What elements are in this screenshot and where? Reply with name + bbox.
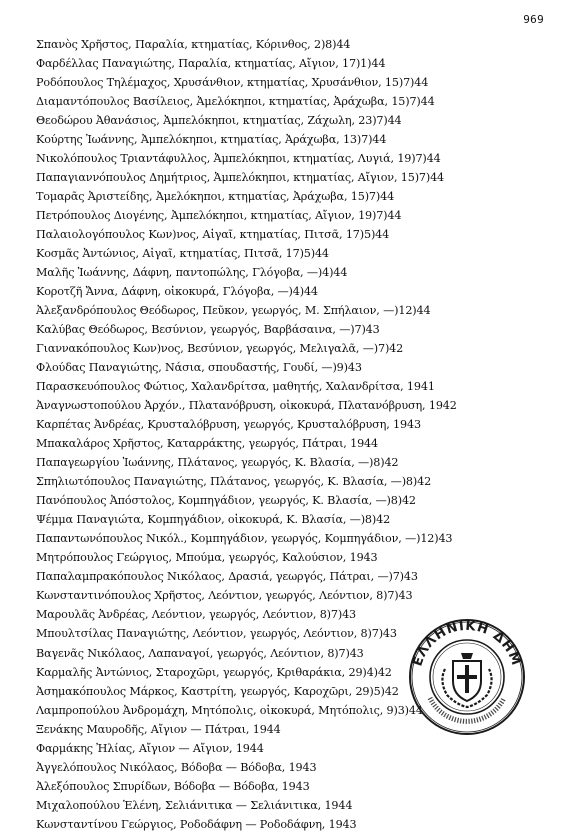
list-item: Μπουλτσίλας Παναγιώτης, Λεόντιον, γεωργός, Λεόντιον, 8)7)43 [36, 627, 397, 641]
list-item: Πετρόπουλος Διογένης, Ἀμπελόκηποι, κτηματίας, Αἴγιον, 19)7)44 [36, 209, 402, 223]
list-item: Παπαλαμπρακόπουλος Νικόλαος, Δρασιά, γεωργός, Πάτραι, —)7)43 [36, 570, 418, 584]
list-item: Κούρτης Ἰωάννης, Ἀμπελόκηποι, κτηματίας, Ἀράχωβα, 13)7)44 [36, 133, 387, 147]
list-item: Παλαιολογόπουλος Κων)νος, Αἰγαῖ, κτηματίας, Πιτσᾶ, 17)5)44 [36, 228, 390, 242]
page-number: 969 [523, 13, 544, 26]
list-item: Βαγενᾶς Νικόλαος, Λαπαναγοί, γεωργός, Λεόντιον, 8)7)43 [36, 646, 364, 660]
list-item: Μαλῆς Ἰωάννης, Δάφνη, παντοπώλης, Γλόγοβα, —)4)44 [36, 266, 348, 280]
list-item: Ξενάκης Μαυροδῆς, Αἴγιον — Πάτραι, 1944 [36, 722, 281, 736]
list-item: Καρμαλῆς Ἀντώνιος, Σταροχῶρι, γεωργός, Κριθαράκια, 29)4)42 [36, 665, 392, 679]
list-item: Νικολόπουλος Τριαντάφυλλος, Ἀμπελόκηποι, κτηματίας, Λυγιά, 19)7)44 [36, 152, 441, 166]
list-item: Κοσμᾶς Ἀντώνιος, Αἰγαῖ, κτηματίας, Πιτσᾶ, 17)5)44 [36, 247, 329, 261]
list-item: Κοροτζῆ Ἄννα, Δάφνη, οἰκοκυρά, Γλόγοβα, —)4)44 [36, 285, 318, 299]
list-item: Φλούδας Παναγιώτης, Νάσια, σπουδαστής, Γουδί, —)9)43 [36, 361, 362, 375]
list-item: Ψέμμα Παναγιώτα, Κομπηγάδιον, οἰκοκυρά, Κ. Βλασία, —)8)42 [36, 513, 391, 527]
list-item: Μητρόπουλος Γεώργιος, Μπούμα, γεωργός, Καλούσιον, 1943 [36, 551, 378, 565]
list-item: Σπανὸς Χρῆστος, Παραλία, κτηματίας, Κόρινθος, 2)8)44 [36, 38, 351, 51]
list-item: Λαμπροπούλου Ἀνδρομάχη, Μητόπολις, οἰκοκυρά, Μητόπολις, 9)3)44 [36, 703, 423, 717]
list-item: Ἀλεξόπουλος Σπυρίδων, Βόδοβα — Βόδοβα, 1943 [36, 779, 310, 793]
list-item: Μαρουλᾶς Ἀνδρέας, Λεόντιον, γεωργός, Λεόντιον, 8)7)43 [36, 608, 357, 622]
stamp-text: ΕΛΛΗΝΙΚΗ ΔΗΜ [410, 618, 524, 669]
official-stamp [408, 618, 526, 736]
list-item: Παπαντωνόπουλος Νικόλ., Κομπηγάδιον, γεωργός, Κομπηγάδιον, —)12)43 [36, 532, 453, 546]
list-item: Γιαννακόπουλος Κων)νος, Βεσύνιον, γεωργός, Μελιγαλᾶ, —)7)42 [36, 342, 404, 356]
list-item: Σπηλιωτόπουλος Παναγιώτης, Πλάτανος, γεωργός, Κ. Βλασία, —)8)42 [36, 475, 432, 489]
list-item: Πανόπουλος Ἀπόστολος, Κομπηγάδιον, γεωργός, Κ. Βλασία, —)8)42 [36, 494, 416, 508]
list-item: Μπακαλάρος Χρῆστος, Καταρράκτης, γεωργός, Πάτραι, 1944 [36, 437, 378, 451]
list-item: Ροδόπουλος Τηλέμαχος, Χρυσάνθιον, κτηματίας, Χρυσάνθιον, 15)7)44 [36, 76, 429, 90]
list-item: Καρπέτας Ἀνδρέας, Κρυσταλόβρυση, γεωργός, Κρυσταλόβρυση, 1943 [36, 418, 421, 432]
list-item: Καλύβας Θεόδωρος, Βεσύνιον, γεωργός, Βαρβάσαινα, —)7)43 [36, 323, 380, 337]
list-item: Παπαγιαννόπουλος Δημήτριος, Ἀμπελόκηποι, κτηματίας, Αἴγιον, 15)7)44 [36, 171, 445, 185]
list-item: Τομαρᾶς Ἀριστείδης, Ἀμελόκηποι, κτηματίας, Ἀράχωβα, 15)7)44 [36, 190, 395, 204]
list-item: Ἀσημακόπουλος Μάρκος, Καστρίτη, γεωργός, Καροχῶρι, 29)5)42 [36, 684, 399, 698]
list-item: Ἀναγνωστοπούλου Ἀρχόν., Πλατανόβρυση, οἰκοκυρά, Πλατανόβρυση, 1942 [36, 399, 457, 413]
list-item: Διαμαντόπουλος Βασίλειος, Ἀμελόκηποι, κτηματίας, Ἀράχωβα, 15)7)44 [36, 95, 435, 109]
list-item: Κωνσταντινόπουλος Χρῆστος, Λεόντιον, γεωργός, Λεόντιον, 8)7)43 [36, 589, 413, 603]
list-item: Φαρδέλλας Παναγιώτης, Παραλία, κτηματίας, Αἴγιον, 17)1)44 [36, 57, 386, 71]
list-item: Θεοδώρου Ἀθανάσιος, Ἀμπελόκηποι, κτηματίας, Ζάχωλη, 23)7)44 [36, 114, 402, 128]
list-item: Μιχαλοπούλου Ἑλένη, Σελιάνιτικα — Σελιάνιτικα, 1944 [36, 798, 353, 812]
list-item: Παρασκευόπουλος Φώτιος, Χαλανδρίτσα, μαθητής, Χαλανδρίτσα, 1941 [36, 380, 435, 394]
list-item: Ἀγγελόπουλος Νικόλαος, Βόδοβα — Βόδοβα, 1943 [36, 760, 317, 774]
list-item: Ἀλεξανδρόπουλος Θεόδωρος, Πεῦκον, γεωργός, Μ. Σπήλαιον, —)12)44 [36, 304, 431, 318]
list-item: Φαρμάκης Ἠλίας, Αἴγιον — Αἴγιον, 1944 [36, 741, 264, 755]
coat-of-arms-icon [442, 653, 491, 707]
list-item: Κωνσταντίνου Γεώργιος, Ροδοδάφνη — Ροδοδάφνη, 1943 [36, 817, 357, 831]
list-item: Παπαγεωργίου Ἰωάννης, Πλάτανος, γεωργός, Κ. Βλασία, —)8)42 [36, 456, 399, 470]
